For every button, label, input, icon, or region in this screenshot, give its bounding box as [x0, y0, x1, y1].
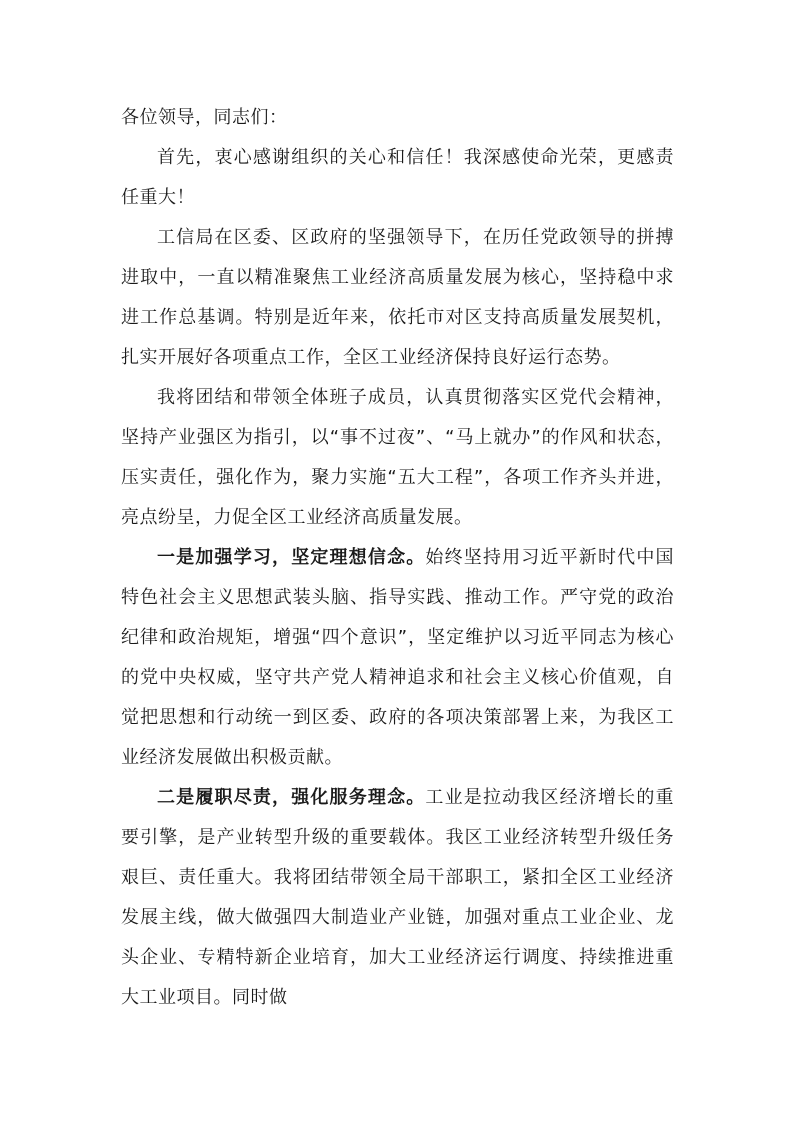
- paragraph-lead: 二是履职尽责，强化服务理念。: [157, 787, 426, 808]
- paragraph-text: 始终坚持用习近平新时代中国特色社会主义思想武装头脑、指导实践、推动工作。严守党的政治纪律和政治规矩，增强“四个意识”，坚定维护以习近平同志为核心的党中央权威，坚守共产党人精神追求和社会主义核心价值观，自觉把思想和行动统一到区委、政府的各项决策部署上来，为我区工业经济发展做出积极贡献。: [121, 547, 674, 768]
- paragraph-text: 工信局在区委、区政府的坚强领导下，在历任党政领导的拼搏进取中，一直以精准聚焦工业经济高质量发展为核心，坚持稳中求进工作总基调。特别是近年来，依托市对区支持高质量发展契机，扎实开展好各项重点工作，全区工业经济保持良好运行态势。: [121, 227, 674, 368]
- paragraph-text: 首先，衷心感谢组织的关心和信任！我深感使命光荣，更感责任重大！: [121, 147, 674, 208]
- paragraph-gratitude: [121, 138, 674, 218]
- paragraph-commitment: [121, 378, 674, 538]
- paragraph-point-two: [121, 778, 674, 1018]
- paragraph-text: 工业是拉动我区经济增长的重要引擎，是产业转型升级的重要载体。我区工业经济转型升级任务艰巨、责任重大。我将团结带领全局干部职工，紧扣全区工业经济发展主线，做大做强四大制造业产业链，加强对重点工业企业、龙头企业、专精特新企业培育，加大工业经济运行调度、持续推进重大工业项目。同时做: [121, 787, 674, 1008]
- paragraph-bureau-overview: [121, 218, 674, 378]
- salutation: 各位领导，同志们：: [121, 107, 288, 128]
- paragraph-text: 我将团结和带领全体班子成员，认真贯彻落实区党代会精神，坚持产业强区为指引，以“事不过夜”、“马上就办”的作风和状态，压实责任，强化作为，聚力实施“五大工程”，各项工作齐头并进，亮点纷呈，力促全区工业经济高质量发展。: [121, 387, 674, 528]
- paragraph-point-one: [121, 538, 674, 778]
- document-body: [121, 98, 674, 1018]
- paragraph-lead: 一是加强学习，坚定理想信念。: [157, 547, 426, 568]
